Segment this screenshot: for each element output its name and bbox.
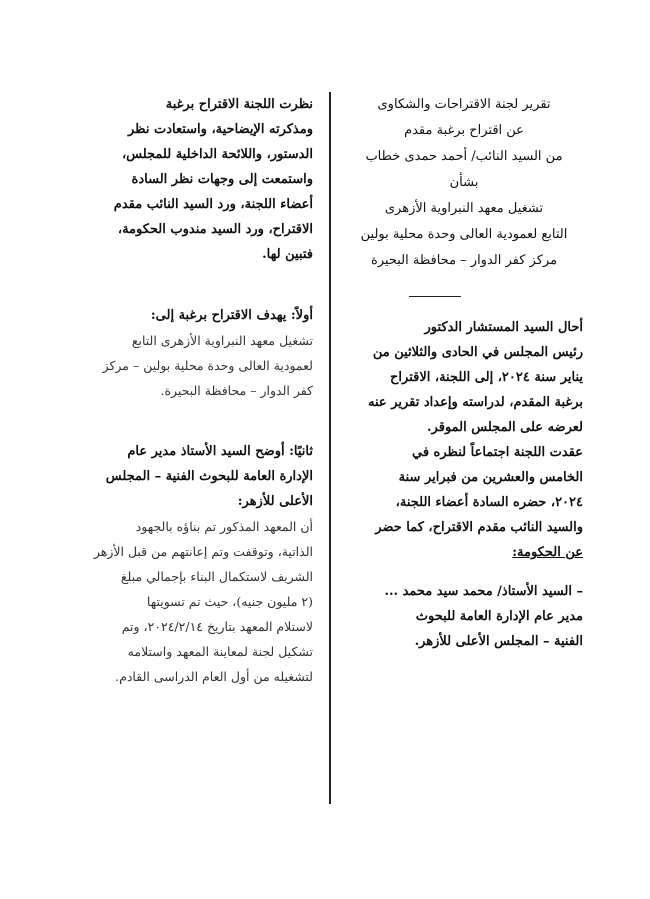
left-column — [80, 92, 313, 689]
meeting-paragraph — [345, 440, 583, 565]
title-line: التابع لعمودية العالى وحدة محلية بولين — [360, 227, 568, 242]
second-section-line: (٢ مليون جنيه)، حيث تم تسويتها — [146, 594, 313, 609]
meeting-line: الخامس والعشرين من فبراير سنة — [398, 470, 583, 485]
referral-line: برغبة المقدم، لدراسته وإعداد تقرير عنه — [368, 395, 583, 410]
second-section-line: الشريف لاستكمال البناء بإجمالي مبلغ — [120, 569, 313, 584]
title-line: مركز كفر الدوار – محافظة البحيرة — [370, 253, 558, 268]
title-separator-rule — [409, 296, 461, 297]
second-section-line: تشكيل لجنة لمعاينة المعهد واستلامه — [127, 644, 313, 659]
report-title — [345, 92, 583, 274]
intro-line: ومذكرته الإيضاحية، واستعادت نظر — [127, 122, 313, 137]
title-line: تقرير لجنة الاقتراحات والشكاوى — [377, 97, 551, 112]
meeting-line: عقدت اللجنة اجتماعاً لنظره في — [411, 445, 583, 460]
second-section-body — [80, 514, 313, 689]
referral-line: أحال السيد المستشار الدكتور — [424, 320, 583, 335]
first-section-heading: أولاً: يهدف الاقتراح برغبة إلى: — [150, 308, 313, 323]
second-section-line: لاستلام المعهد بتاريخ ٢٠٢٤/٢/١٤، وتم — [121, 619, 313, 634]
first-section-line: كفر الدوار – محافظة البحيرة. — [160, 383, 313, 398]
second-section-line: لتشغيله من أول العام الدراسى القادم. — [115, 669, 313, 684]
first-section-body — [80, 328, 313, 403]
second-section-line: الذاتية، وتوقفت وتم إعانتهم من قبل الأزهر — [93, 544, 313, 559]
title-line: من السيد النائب/ أحمد حمدى خطاب — [365, 149, 563, 164]
column-divider — [329, 92, 331, 804]
gov-rep-line: الفنية – المجلس الأعلى للأزهر. — [414, 634, 583, 649]
second-heading-line: الأعلى للأزهر: — [237, 494, 313, 509]
intro-line: الاقتراح، ورد السيد مندوب الحكومة، — [117, 222, 313, 237]
meeting-line: ٢٠٢٤، حضره السادة أعضاء اللجنة، — [395, 495, 583, 510]
first-section-line: تشغيل معهد النبراوية الأزهرى التابع — [131, 333, 313, 348]
gov-rep-line: مدير عام الإدارة العامة للبحوث — [415, 609, 583, 624]
referral-line: لعرضه على المجلس الموقر. — [427, 420, 583, 435]
first-section-line: لعمودية العالى وحدة محلية بولين – مركز — [102, 358, 313, 373]
title-line: عن اقتراح برغبة مقدم — [404, 123, 524, 138]
second-section-line: أن المعهد المذكور تم بناؤه بالجهود — [135, 519, 313, 534]
referral-line: رئيس المجلس في الحادى والثلاثين من — [372, 345, 583, 360]
second-section-heading — [80, 439, 313, 514]
intro-line: فتبين لها. — [262, 247, 313, 262]
second-heading-line: ثانيًا: أوضح السيد الأستاذ مدير عام — [127, 444, 313, 459]
meeting-line: عن الحكومة: — [512, 545, 583, 560]
gov-rep-line: – السيد الأستاذ/ محمد سيد محمد ... — [384, 584, 583, 599]
intro-line: الدستور، واللائحة الداخلية للمجلس، — [121, 147, 313, 162]
referral-paragraph — [345, 315, 583, 440]
intro-line: أعضاء اللجنة، ورد السيد النائب مقدم — [113, 197, 313, 212]
right-column — [345, 92, 583, 654]
intro-paragraph — [80, 92, 313, 267]
title-line: تشغيل معهد النبراوية الأزهرى — [384, 201, 544, 216]
second-heading-line: الإدارة العامة للبحوث الفنية – المجلس — [105, 469, 313, 484]
government-representative — [345, 579, 583, 654]
title-line: بشأن — [449, 175, 479, 190]
meeting-line: والسيد النائب مقدم الاقتراح، كما حضر — [375, 520, 583, 535]
referral-line: يناير سنة ٢٠٢٤، إلى اللجنة، الاقتراح — [390, 370, 583, 385]
intro-line: واستمعت إلى وجهات نظر السادة — [131, 172, 313, 187]
intro-line: نظرت اللجنة الاقتراح برغبة — [165, 97, 313, 112]
